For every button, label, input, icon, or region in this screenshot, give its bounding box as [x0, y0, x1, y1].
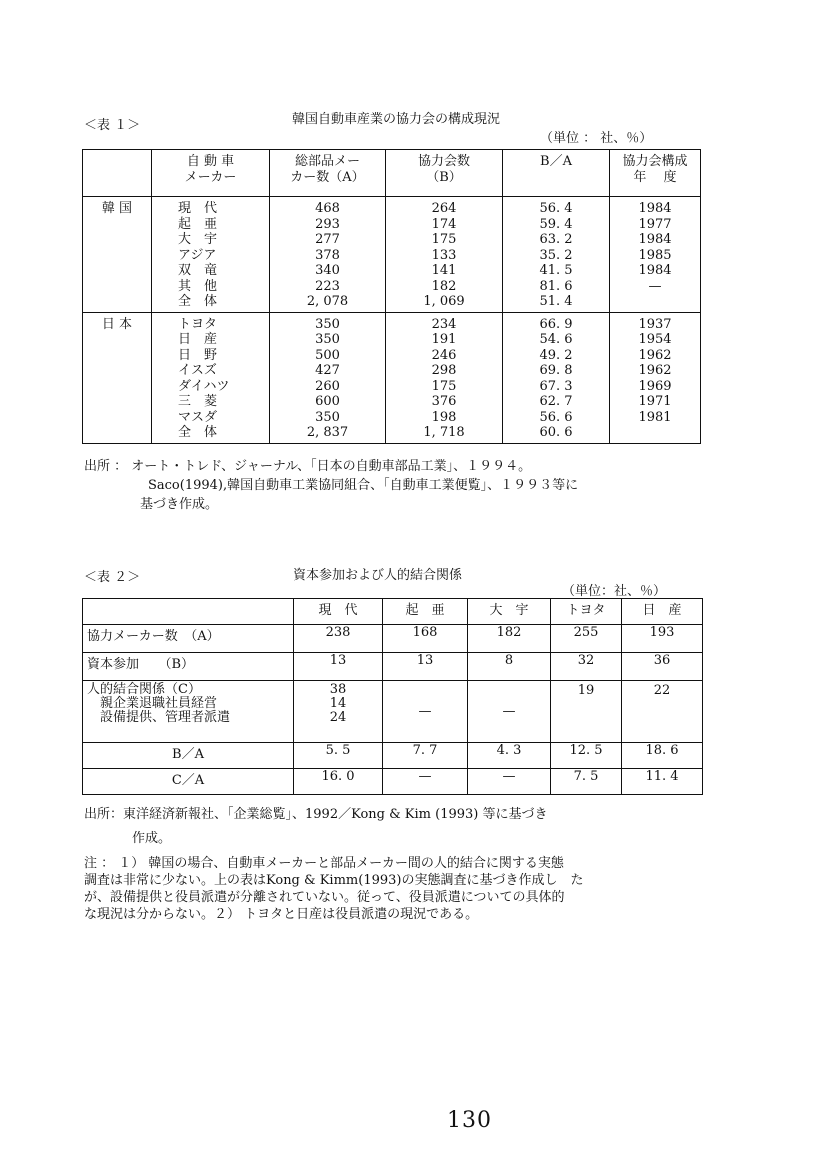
table2-header-row: [83, 599, 703, 625]
ratio-list: [503, 312, 610, 443]
list-item: イスズ: [178, 363, 217, 378]
total-parts-list: [270, 197, 386, 313]
list-item: 1985: [638, 247, 672, 263]
table-cell: 13: [383, 653, 468, 681]
list-item: 全 体: [178, 425, 218, 440]
table2-header-cell: 大 宇: [468, 599, 551, 625]
note-line: が、設備提供と役員派遣が分離されていない。従って、役員派遣についての具体的: [84, 890, 565, 905]
table-cell: 193: [622, 625, 703, 653]
table1-unit: （単位 ： 社、％）: [540, 131, 653, 146]
list-item: 69. 8: [539, 363, 573, 378]
list-item: 1981: [638, 409, 672, 425]
table1-group-japan: [83, 312, 701, 443]
row-label: 資本参加 （B）: [83, 653, 294, 681]
list-item: 1984: [638, 263, 672, 278]
table-cell: 36: [622, 653, 703, 681]
list-item: 350: [315, 409, 340, 425]
table1-header-cell: [610, 150, 701, 197]
table-cell: 4. 3: [468, 743, 551, 769]
list-item: 49. 2: [539, 347, 573, 363]
list-item: 1, 718: [423, 425, 465, 440]
list-item: 340: [315, 263, 340, 278]
list-item: ダイハツ: [178, 378, 230, 394]
list-item: 600: [315, 394, 340, 409]
list-item: 67. 3: [539, 378, 573, 394]
header-line: 総部品メー: [294, 154, 360, 169]
row-label: 人的結合関係（C） 親企業退職社員経営 設備提供、管理者派遣: [83, 681, 294, 743]
list-item: 双 竜: [178, 263, 218, 278]
list-item: 175: [431, 232, 457, 247]
list-item: 54. 6: [539, 332, 573, 347]
table-cell: 12. 5: [551, 743, 622, 769]
table2-unit: （単位：社、％）: [562, 584, 667, 599]
table-cell: 19: [551, 681, 622, 743]
table1-source-line1: 出所 ： オート・トレド、ジャーナル、「日本の自動車部品工業」、１９９４。: [84, 459, 532, 474]
table1-header-cell: [503, 150, 610, 197]
list-item: 59. 4: [539, 216, 573, 232]
list-item: 起 亜: [178, 216, 218, 232]
list-item: 全 体: [178, 294, 218, 309]
table1-label: ＜表 １＞: [84, 118, 141, 133]
table-cell: 255: [551, 625, 622, 653]
header-line: （B）: [426, 170, 462, 185]
total-parts-list: [270, 312, 386, 443]
list-item: 63. 2: [539, 232, 573, 247]
list-item: 56. 6: [539, 409, 573, 425]
table1-source-line2: Saco(1994),韓国自動車工業協同組合、「自動車工業便覧」、１９９３等に: [148, 478, 579, 493]
ratio-list: [503, 197, 610, 313]
list-item: 298: [431, 363, 457, 378]
header-line: 協力会数: [417, 154, 470, 169]
list-item: 1937: [638, 316, 672, 332]
list-item: 191: [431, 332, 457, 347]
table1-source-line3: 基づき作成。: [140, 497, 219, 512]
list-item: 141: [431, 263, 457, 278]
list-item: 378: [315, 247, 340, 263]
list-item: 62. 7: [539, 394, 573, 409]
list-item: トヨタ: [178, 316, 218, 332]
table-cell: 238: [294, 625, 383, 653]
maker-list: [152, 312, 270, 443]
list-item: 其 他: [178, 278, 218, 294]
coop-list: [386, 197, 503, 313]
table1-header-cell: [386, 150, 503, 197]
list-item: 51. 4: [539, 294, 573, 309]
row-label: C／A: [83, 769, 294, 795]
list-item: 174: [431, 216, 457, 232]
list-item: 468: [315, 201, 340, 216]
coop-list: [386, 312, 503, 443]
list-item: —: [648, 278, 662, 294]
table-cell: 11. 4: [622, 769, 703, 795]
table-cell: —: [383, 769, 468, 795]
table-cell: 168: [383, 625, 468, 653]
table1-header-row: [83, 150, 701, 197]
table2-header-cell: [83, 599, 294, 625]
list-item: 現 代: [178, 201, 218, 216]
table1-header-cell: [83, 150, 152, 197]
list-item: 182: [431, 278, 457, 294]
table2-source-line2: 作成。: [132, 831, 172, 846]
row-label: B／A: [83, 743, 294, 769]
list-item: 日 野: [178, 347, 218, 363]
list-item: 175: [431, 378, 457, 394]
list-item: 1971: [638, 394, 672, 409]
list-item: 1984: [638, 232, 672, 247]
table1-header-cell: [152, 150, 270, 197]
header-text: [386, 154, 502, 186]
table-row: [83, 769, 703, 795]
header-text: [503, 154, 609, 170]
list-item: 1969: [638, 378, 672, 394]
table2-header-cell: 現 代: [294, 599, 383, 625]
table-cell: 16. 0: [294, 769, 383, 795]
list-item: 234: [431, 316, 457, 332]
list-item: 500: [315, 347, 340, 363]
header-line: B／A: [540, 154, 572, 169]
table-cell: 38 14 24: [294, 681, 383, 743]
table2-source-line1: 出所：東洋経済新報社、「企業総覧」、1992／Kong & Kim (1993) 等に基づき: [84, 807, 548, 822]
list-item: 1962: [638, 347, 672, 363]
list-item: 66. 9: [539, 316, 573, 332]
list-item: 大 宇: [178, 232, 218, 247]
table2-header-cell: 起 亜: [383, 599, 468, 625]
table-cell: 5. 5: [294, 743, 383, 769]
table-row: [83, 681, 703, 743]
page-number: 130: [447, 1108, 492, 1133]
table-cell: —: [468, 681, 551, 743]
note-line: 調査は非常に少ない。上の表はKong & Kimm(1993)の実態調査に基づき作成し た: [84, 873, 584, 888]
header-line: 自 動 車: [186, 154, 235, 169]
list-item: 60. 6: [539, 425, 573, 440]
table1-title: 韓国自動車産業の協力会の構成現況: [292, 112, 501, 127]
list-item: 246: [431, 347, 457, 363]
table1-group-korea: [83, 197, 701, 313]
year-list: [610, 312, 701, 443]
header-line: メーカー: [184, 170, 237, 185]
list-item: 133: [431, 247, 457, 263]
country-label: 韓 国: [83, 197, 152, 313]
table2: [82, 598, 703, 795]
list-item: 1977: [638, 216, 672, 232]
table-cell: 7. 7: [383, 743, 468, 769]
header-line: 協力会構成: [622, 154, 688, 169]
list-item: 1962: [638, 363, 672, 378]
list-item: 81. 6: [539, 278, 573, 294]
table2-header-cell: トヨタ: [551, 599, 622, 625]
maker-list: [152, 197, 270, 313]
country-label: 日 本: [83, 312, 152, 443]
table1-header-cell: [270, 150, 386, 197]
note-line: 注 ： １） 韓国の場合、自動車メーカーと部品メーカー間の人的結合に関する実態: [84, 856, 564, 871]
header-line: 年 度: [633, 170, 677, 185]
table2-label: ＜表 ２＞: [84, 570, 141, 585]
note-line: な現況は分からない。２） トヨタと日産は役員派遣の現況である。: [84, 907, 479, 922]
list-item: 277: [315, 232, 340, 247]
table-cell: 18. 6: [622, 743, 703, 769]
list-item: 41. 5: [539, 263, 573, 278]
table-row: [83, 653, 703, 681]
table2-title: 資本参加および人的結合関係: [293, 568, 463, 583]
list-item: 198: [431, 409, 457, 425]
list-item: 264: [431, 201, 457, 216]
table-cell: 7. 5: [551, 769, 622, 795]
list-item: 三 菱: [178, 394, 218, 409]
table-cell: —: [383, 681, 468, 743]
list-item: 35. 2: [539, 247, 573, 263]
list-item: 2, 837: [306, 425, 349, 440]
list-item: アジア: [178, 247, 217, 263]
table-cell: 22: [622, 681, 703, 743]
list-item: 427: [315, 363, 340, 378]
table-row: [83, 625, 703, 653]
table-cell: 13: [294, 653, 383, 681]
list-item: 1954: [638, 332, 672, 347]
table1: [82, 149, 701, 444]
list-item: 350: [315, 332, 340, 347]
list-item: マスダ: [178, 409, 218, 425]
list-item: [610, 294, 700, 310]
list-item: 日 産: [178, 332, 218, 347]
list-item: 56. 4: [539, 201, 573, 216]
table2-header-cell: 日 産: [622, 599, 703, 625]
row-label: 協力メーカー数 （A）: [83, 625, 294, 653]
header-line: カー数（A）: [290, 170, 365, 185]
list-item: 2, 078: [306, 294, 349, 309]
list-item: 1, 069: [423, 294, 465, 309]
list-item: 376: [431, 394, 457, 409]
table-cell: —: [468, 769, 551, 795]
header-text: [270, 154, 385, 186]
table-row: [83, 743, 703, 769]
list-item: 1984: [638, 201, 672, 216]
list-item: 260: [315, 378, 340, 394]
table-cell: 182: [468, 625, 551, 653]
header-text: [610, 154, 700, 186]
list-item: 350: [315, 316, 340, 332]
year-list: [610, 197, 701, 313]
list-item: [610, 425, 700, 441]
table-cell: 32: [551, 653, 622, 681]
list-item: 223: [315, 278, 340, 294]
table-cell: 8: [468, 653, 551, 681]
list-item: 293: [315, 216, 340, 232]
header-text: [152, 154, 269, 186]
